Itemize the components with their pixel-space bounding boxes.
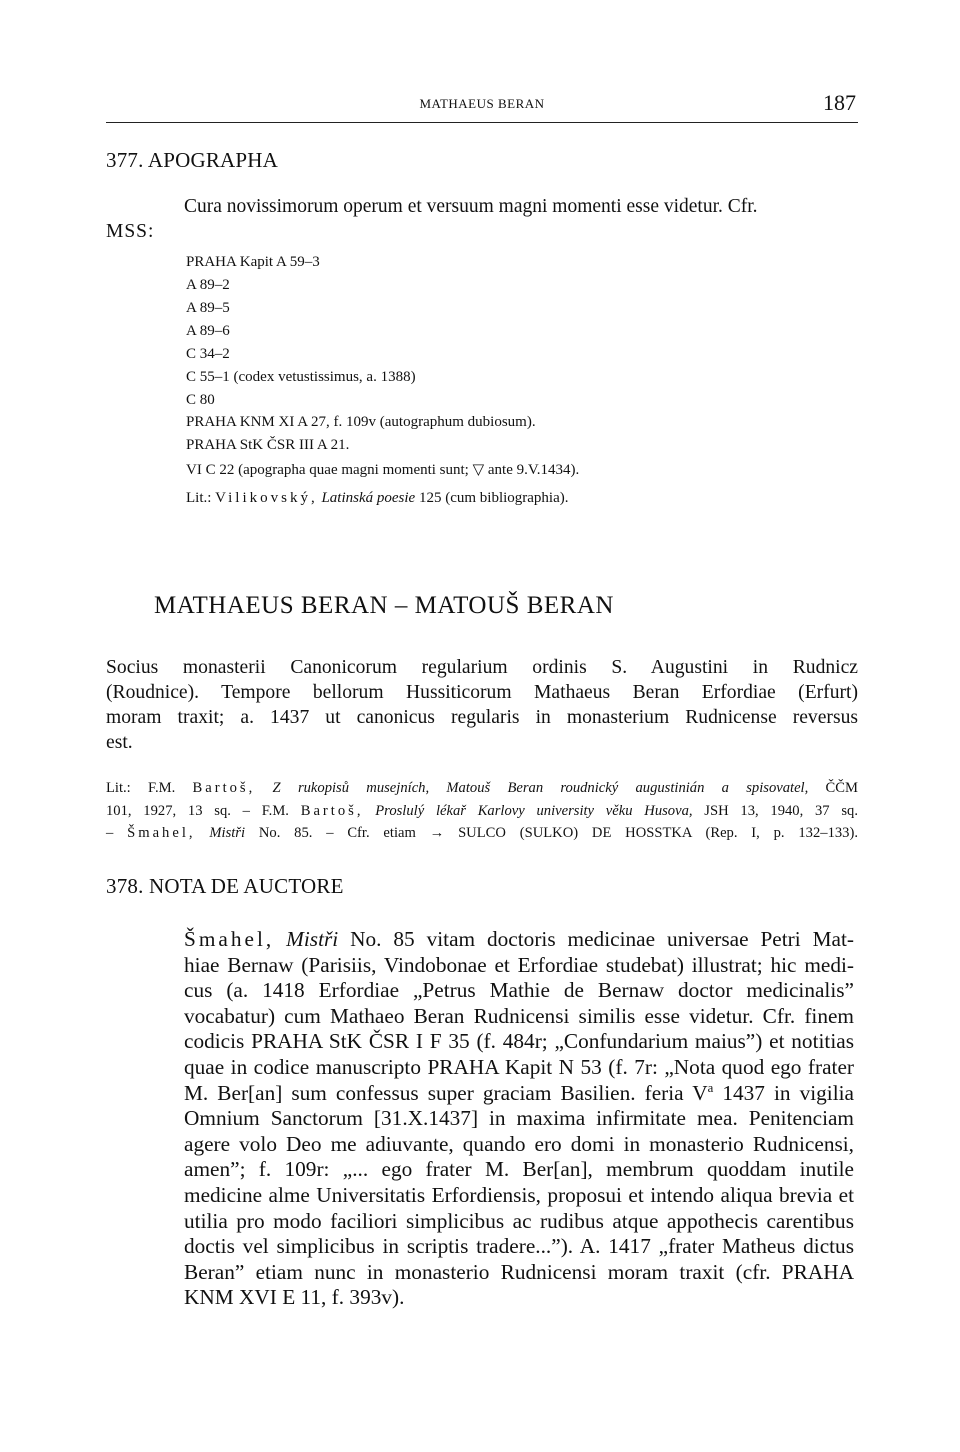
text-line: [184, 1081, 854, 1107]
lit-title: Proslulý lékař Karlovy university věku Husova,: [375, 802, 693, 819]
mss-item: C 34–2: [186, 346, 230, 362]
text-segment: M. Ber[an] sum confessus super graciam Basilien. feria V: [184, 1080, 708, 1105]
text-line: KNM XVI E 11, f. 393v).: [184, 1285, 405, 1310]
lit-author: Bartoš,: [300, 802, 364, 819]
mss-item: PRAHA KNM XI A 27, f. 109v (autographum dubiosum).: [186, 414, 536, 430]
text-line: [184, 927, 854, 953]
text-line: agere volo Deo me adiuvante, quando ero domi in monasterio Rudnicensi,: [184, 1131, 854, 1156]
lit-text: –: [106, 825, 128, 841]
bio-line: est.: [106, 732, 133, 753]
lit-title: Z rukopisů musejních, Matouš Beran roudnický augustinián a spisovatel,: [272, 780, 809, 796]
lit-author: Bartoš,: [192, 780, 256, 796]
lit-rest: 125 (cum bibliographia).: [415, 490, 569, 506]
text-line: utilia pro modo faciliori simplicibus ac rudibus atque appothecis carentibus: [184, 1208, 854, 1233]
mss-item: C 55–1 (codex vetustissimus, a. 1388): [186, 369, 416, 385]
bio-line: moram traxit; a. 1437 ut canonicus regularis in monasterium Rudnicense reversus: [106, 707, 858, 728]
mss-item: VI C 22 (apographa quae magni momenti sunt; ▽ ante 9.V.1434).: [186, 462, 580, 478]
author-heading: MATHAEUS BERAN – MATOUŠ BERAN: [154, 592, 614, 619]
lit-text: JSH 13, 1940, 37 sq.: [692, 802, 858, 819]
author-lit: [106, 777, 858, 845]
text-line: amen”; f. 109r: „... ego frater M. Ber[an], membrum quoddam inutile: [184, 1157, 854, 1182]
lit-text: Lit.: F.M.: [106, 780, 193, 796]
mss-item: C 80: [186, 392, 215, 408]
author-bio: [106, 655, 858, 755]
lit-title: Mistři: [209, 825, 246, 841]
mss-label: MSS:: [106, 221, 155, 242]
lit-author: Šmahel,: [127, 825, 196, 841]
author-lit-line: [106, 822, 858, 845]
text-line: Omnium Sanctorum [31.X.1437] in maxima infirmitate mea. Penitenciam: [184, 1106, 854, 1131]
entry-378-text: [184, 927, 854, 1311]
text-segment: 1437 in vigilia: [713, 1080, 854, 1105]
text-author: Šmahel,: [184, 927, 275, 951]
lit-text: No. 85. – Cfr. etiam → SULCO (SULKO) DE HOSSTKA (Rep. I, p. 132–133).: [245, 825, 858, 841]
lit-prefix: Lit.:: [186, 490, 216, 506]
text-line: Beran” etiam nunc in monasterio Rudnicensi moram traxit (cfr. PRAHA: [184, 1259, 854, 1284]
text-line: codicis PRAHA StK ČSR I F 35 (f. 484r; „Confundarium maius”) et notitias: [184, 1029, 854, 1054]
lit-text: ČČM: [808, 780, 858, 796]
page-number: 187: [823, 90, 856, 115]
entry-378-heading: 378. NOTA DE AUCTORE: [106, 874, 344, 898]
mss-item: A 89–2: [186, 277, 230, 293]
lit-title: Latinská poesie: [321, 490, 416, 506]
text-segment: No. 85 vitam doctoris medicinae universae Petri Mat-: [338, 927, 854, 951]
running-title: MATHAEUS BERAN: [419, 96, 545, 111]
entry-377-heading: 377. APOGRAPHA: [106, 148, 278, 172]
text-line: medicine alme Universitatis Erfordiensis, proposui et intendo aliqua brevia et: [184, 1182, 854, 1207]
bio-line: Socius monasterii Canonicorum regularium ordinis S. Augustini in Rudnicz: [106, 657, 858, 678]
text-line: vocabatur) cum Mathaeo Beran Rudnicensi similis esse videtur. Cfr. finem: [184, 1003, 854, 1028]
superscript: a: [707, 1080, 714, 1095]
text-line: cus (a. 1418 Erfordiae „Petrus Mathie de Bernaw doctor medicinalis”: [184, 978, 854, 1003]
mss-item: A 89–6: [186, 323, 230, 339]
running-header: [106, 92, 858, 123]
text-line: hiae Bernaw (Parisiis, Vindobonae et Erfordiae studebat) illustrat; hic medi-: [184, 952, 854, 977]
entry-377-intro: Cura novissimorum operum et versuum magni momenti esse videtur. Cfr.: [184, 196, 758, 217]
text-title: Mistři: [286, 927, 339, 951]
mss-item: PRAHA Kapit A 59–3: [186, 254, 320, 270]
text-line: doctis vel simplicibus in scriptis tradere...”). A. 1417 „frater Matheus dictus: [184, 1234, 854, 1259]
author-lit-line: [106, 777, 858, 800]
bio-line: (Roudnice). Tempore bellorum Hussiticorum Mathaeus Beran Erfordiae (Erfurt): [106, 682, 858, 703]
author-lit-line: [106, 800, 858, 823]
lit-author: Vilikovský,: [215, 490, 318, 506]
entry-377-lit: [186, 490, 569, 507]
mss-item: PRAHA StK ČSR III A 21.: [186, 437, 350, 453]
mss-item: A 89–5: [186, 300, 230, 316]
text-line: quae in codice manuscripto PRAHA Kapit N 53 (f. 7r: „Nota quod ego frater: [184, 1054, 854, 1079]
lit-text: 101, 1927, 13 sq. – F.M.: [106, 802, 301, 819]
